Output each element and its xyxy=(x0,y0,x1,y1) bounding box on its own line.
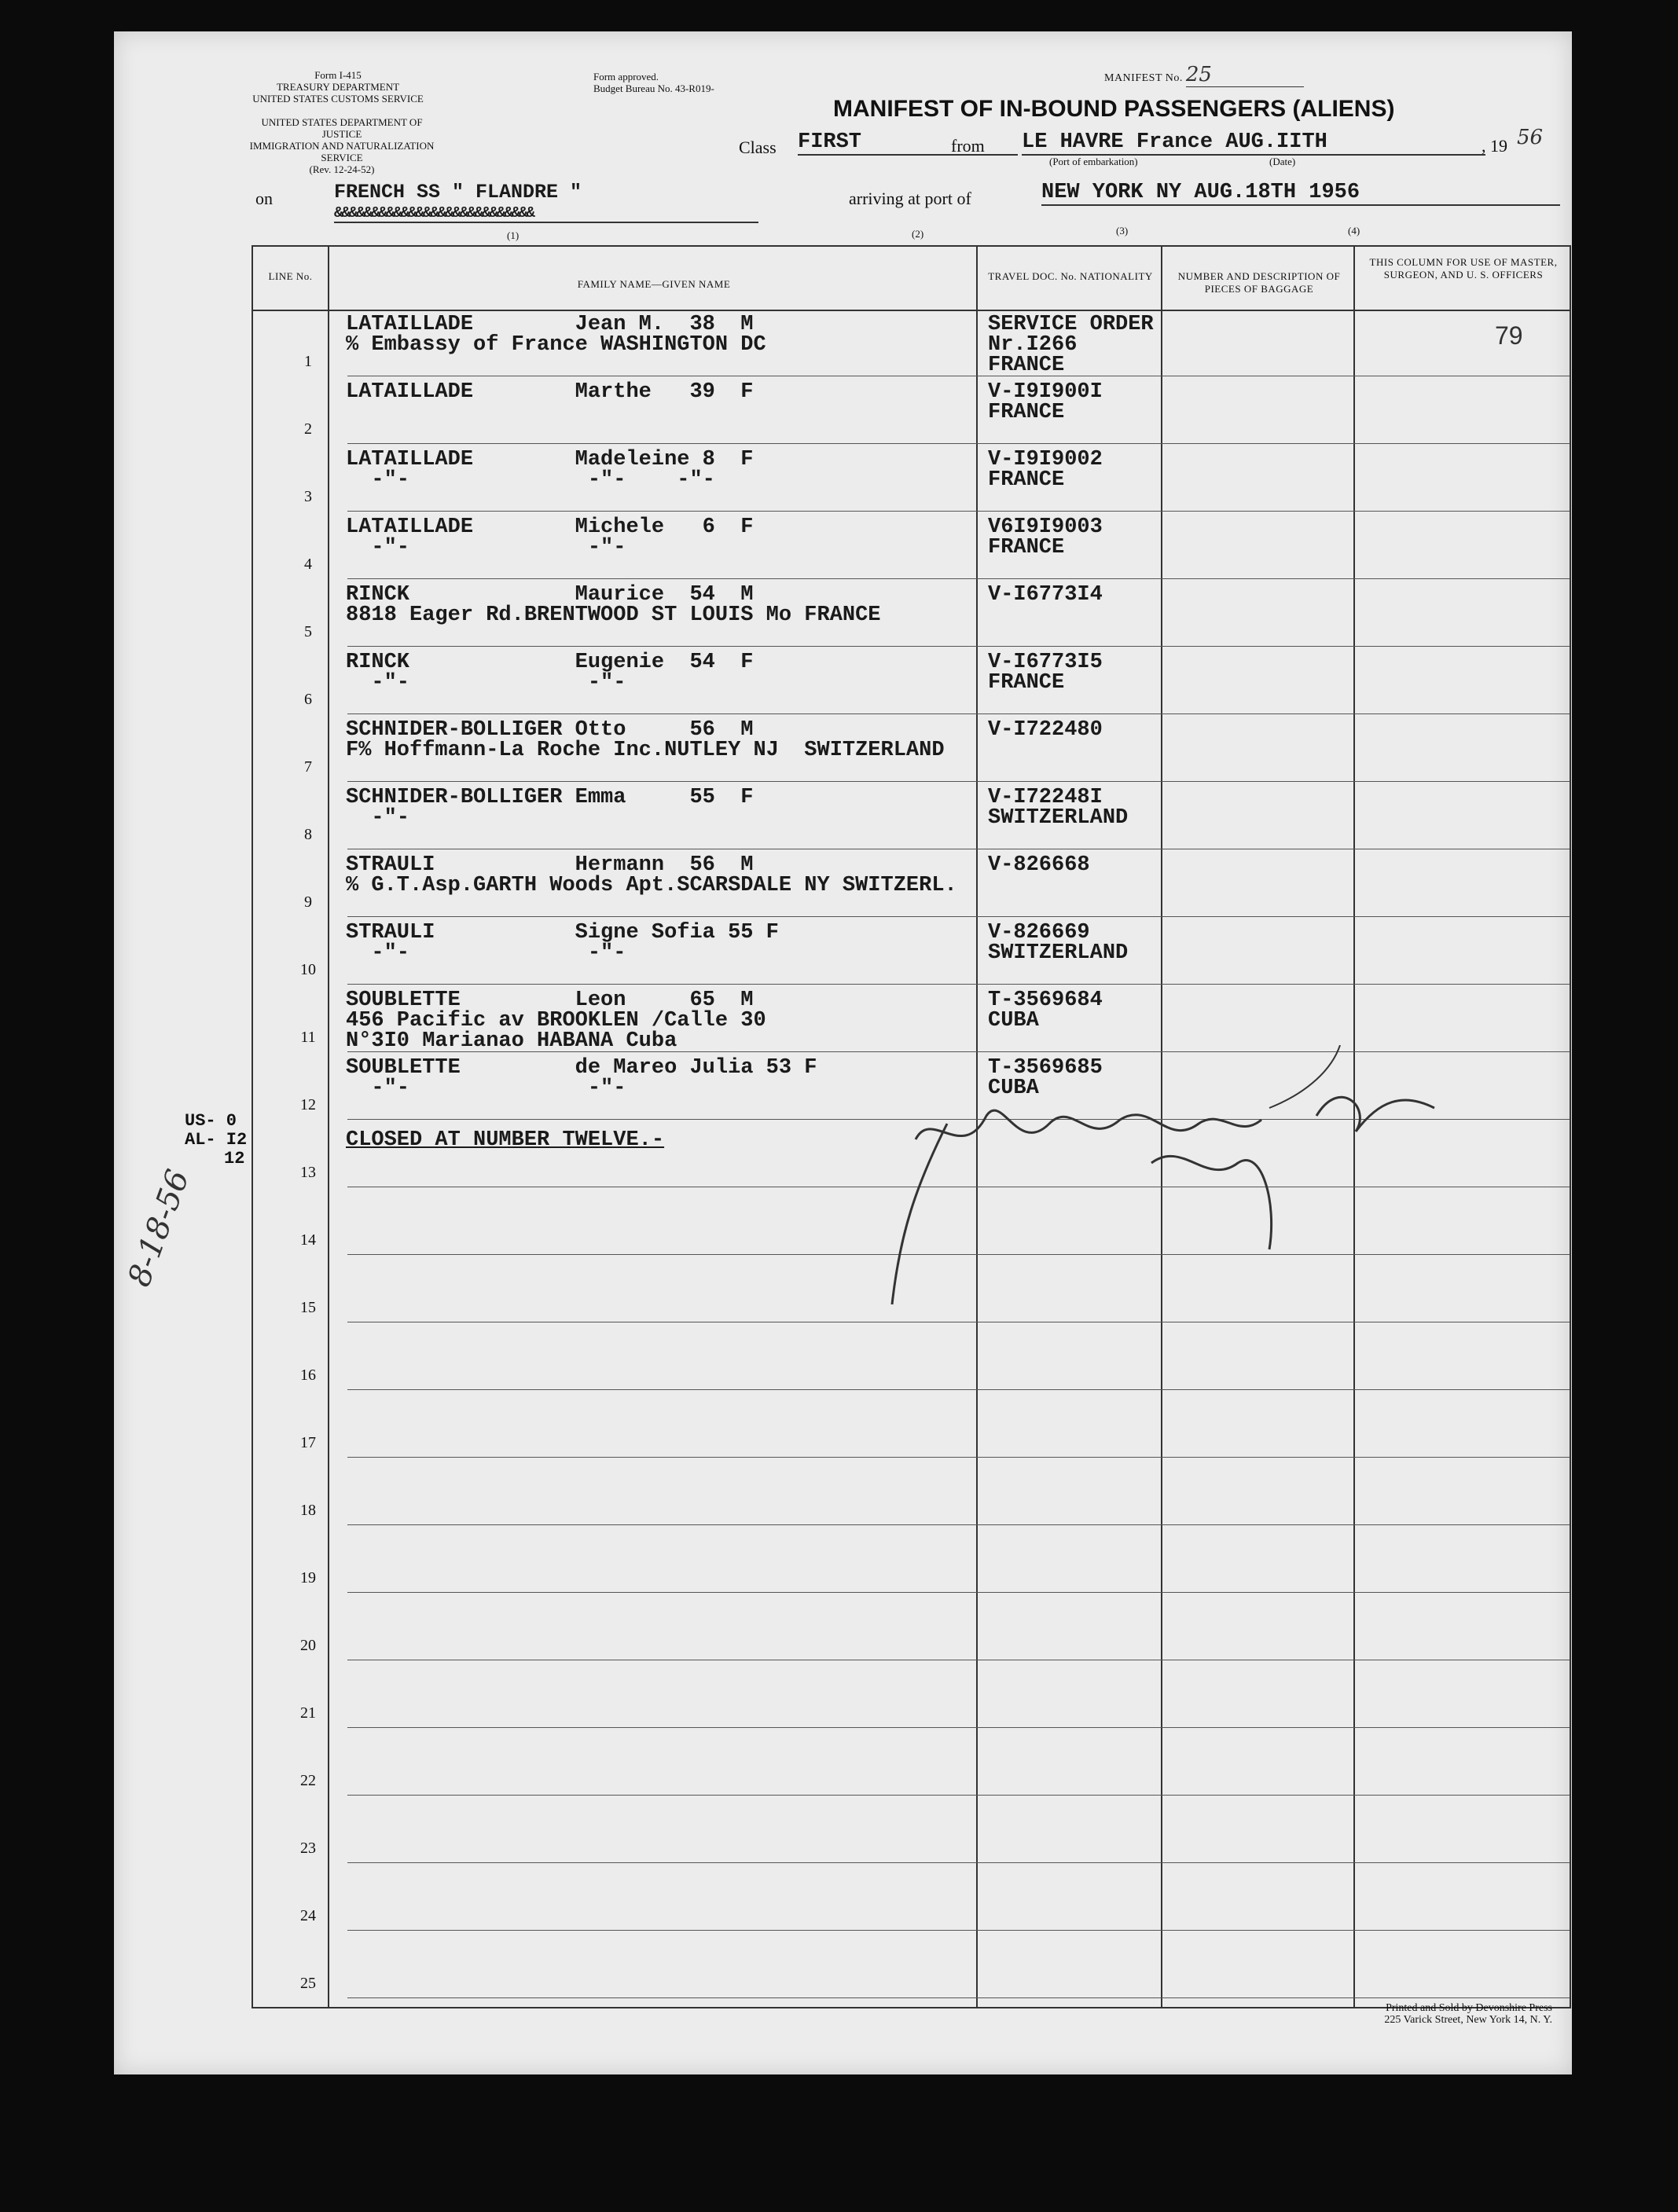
travel-doc: SERVICE ORDER xyxy=(988,313,1154,336)
travel-doc: T-3569684 xyxy=(988,989,1103,1012)
line-number: 11 xyxy=(300,1029,316,1046)
closing-statement: CLOSED AT NUMBER TWELVE.- xyxy=(346,1128,665,1152)
col-num-1: (1) xyxy=(507,229,520,241)
passenger-name: RINCK Eugenie 54 F xyxy=(346,651,754,674)
form-number: Form I-415 xyxy=(314,69,362,81)
line-number: 17 xyxy=(300,1434,316,1451)
nationality: FRANCE xyxy=(988,671,1065,695)
row-rule xyxy=(347,1862,1570,1863)
ins-label: IMMIGRATION AND NATURALIZATION SERVICE xyxy=(249,140,435,163)
passenger-name: LATAILLADE Michele 6 F xyxy=(346,515,754,539)
line-number: 23 xyxy=(300,1840,316,1857)
row-rule xyxy=(347,1389,1570,1390)
rev-label: (Rev. 12-24-52) xyxy=(309,163,375,175)
passenger-name: SOUBLETTE de Mareo Julia 53 F xyxy=(346,1056,817,1080)
col-num-4: (4) xyxy=(1348,225,1360,237)
manifest-page xyxy=(114,31,1572,2074)
travel-doc: V-I72248I xyxy=(988,786,1103,809)
officer-signature xyxy=(868,1045,1482,1320)
date-caption: (Date) xyxy=(1269,156,1296,167)
budget-label: Budget Bureau No. 43-R019- xyxy=(593,83,714,94)
passenger-detail: 8818 Eager Rd.BRENTWOOD ST LOUIS Mo FRANCE xyxy=(346,603,881,627)
col-name-header: FAMILY NAME—GIVEN NAME xyxy=(577,278,731,290)
passenger-detail: -"- -"- xyxy=(346,671,626,695)
line-number: 19 xyxy=(300,1569,316,1587)
passenger-detail: F% Hoffmann-La Roche Inc.NUTLEY NJ SWITZERLAND xyxy=(346,739,945,762)
passenger-detail: -"- -"- xyxy=(346,536,626,559)
treasury-label: TREASURY DEPARTMENT xyxy=(276,81,400,93)
stamp-line-1: US- 0 xyxy=(185,1111,237,1131)
passenger-name: SCHNIDER-BOLLIGER Otto 56 M xyxy=(346,718,754,742)
line-number: 8 xyxy=(304,826,312,843)
manifest-number: 25 xyxy=(1186,63,1304,87)
justice-block xyxy=(248,116,436,175)
row-rule xyxy=(347,443,1570,444)
passenger-name: SOUBLETTE Leon 65 M xyxy=(346,989,754,1012)
row-rule xyxy=(347,511,1570,512)
row-rule xyxy=(347,578,1570,579)
col-officers-header: THIS COLUMN FOR USE OF MASTER, SURGEON, AND U. S. OFFICERS xyxy=(1369,256,1558,281)
nationality: FRANCE xyxy=(988,401,1065,424)
class-label: Class xyxy=(739,138,777,157)
row-rule xyxy=(347,1727,1570,1728)
row-rule xyxy=(347,1457,1570,1458)
approval-block xyxy=(593,71,714,94)
passenger-name: SCHNIDER-BOLLIGER Emma 55 F xyxy=(346,786,754,809)
approved-label: Form approved. xyxy=(593,71,659,83)
passenger-name: LATAILLADE Jean M. 38 M xyxy=(346,313,754,336)
passenger-detail: -"- -"- -"- xyxy=(346,468,715,492)
line-number: 3 xyxy=(304,488,312,505)
line-number: 12 xyxy=(300,1096,316,1113)
passenger-name: RINCK Maurice 54 M xyxy=(346,583,754,607)
travel-doc: V-I9I900I xyxy=(988,380,1103,404)
vessel-struck-out: &&&&&&&&&&&&&&&&&&&&&&&&&&& xyxy=(334,204,758,223)
row-rule xyxy=(347,781,1570,782)
on-label: on xyxy=(255,189,273,208)
line-number: 14 xyxy=(300,1231,316,1249)
line-number: 24 xyxy=(300,1907,316,1924)
stamp-line-3: 12 xyxy=(224,1149,245,1168)
manifest-label: MANIFEST No. xyxy=(1104,72,1183,84)
passenger-detail: -"- -"- xyxy=(346,1077,626,1100)
nationality: FRANCE xyxy=(988,468,1065,492)
col-doc-header: TRAVEL DOC. No. NATIONALITY xyxy=(988,270,1153,282)
travel-doc: V-I722480 xyxy=(988,718,1103,742)
officer-note: 79 xyxy=(1495,321,1523,350)
line-number: 20 xyxy=(300,1637,316,1654)
passenger-detail: 456 Pacific av BROOKLEN /Calle 30 xyxy=(346,1009,766,1033)
travel-doc: V-I9I9002 xyxy=(988,448,1103,471)
class-value: FIRST xyxy=(798,130,1018,156)
col-line-header: LINE No. xyxy=(268,270,313,282)
passenger-detail: % G.T.Asp.GARTH Woods Apt.SCARSDALE NY SWITZERL. xyxy=(346,874,957,897)
travel-doc: V-I6773I5 xyxy=(988,651,1103,674)
customs-label: UNITED STATES CUSTOMS SERVICE xyxy=(252,93,424,105)
row-rule xyxy=(347,713,1570,714)
row-rule xyxy=(347,646,1570,647)
passenger-detail-2: N°3I0 Marianao HABANA Cuba xyxy=(346,1029,677,1053)
travel-doc: V-826668 xyxy=(988,853,1090,877)
manifest-title: MANIFEST OF IN-BOUND PASSENGERS (ALIENS) xyxy=(833,96,1395,122)
printer-line-1: Printed and Sold by Devonshire Press xyxy=(1386,2002,1552,2014)
line-number: 10 xyxy=(300,961,316,978)
passenger-detail: % Embassy of France WASHINGTON DC xyxy=(346,333,766,357)
row-rule xyxy=(347,916,1570,917)
travel-doc: V-826669 xyxy=(988,921,1090,945)
line-number: 13 xyxy=(300,1164,316,1181)
passenger-detail: -"- xyxy=(346,806,410,830)
row-rule xyxy=(347,1997,1570,1998)
year-prefix: , 19 xyxy=(1482,136,1507,156)
line-number: 5 xyxy=(304,623,312,640)
travel-doc: V-I6773I4 xyxy=(988,583,1103,607)
nationality: FRANCE xyxy=(988,354,1065,377)
line-number: 18 xyxy=(300,1502,316,1519)
col-baggage-header: NUMBER AND DESCRIPTION OF PIECES OF BAGGAGE xyxy=(1177,270,1341,295)
from-label: from xyxy=(951,136,985,156)
col-num-3: (3) xyxy=(1116,225,1129,237)
manifest-number-block xyxy=(1104,63,1304,87)
margin-stamp xyxy=(185,1112,247,1168)
nationality: SWITZERLAND xyxy=(988,806,1129,830)
line-number: 4 xyxy=(304,556,312,573)
row-rule xyxy=(347,1592,1570,1593)
travel-doc: T-3569685 xyxy=(988,1056,1103,1080)
port-caption: (Port of embarkation) xyxy=(1049,156,1138,167)
row-rule xyxy=(347,1930,1570,1931)
passenger-detail: -"- -"- xyxy=(346,941,626,965)
passenger-name: LATAILLADE Marthe 39 F xyxy=(346,380,754,404)
line-number: 1 xyxy=(304,353,312,370)
nationality: FRANCE xyxy=(988,536,1065,559)
line-number: 9 xyxy=(304,893,312,911)
justice-label: UNITED STATES DEPARTMENT OF JUSTICE xyxy=(261,116,423,140)
line-number: 15 xyxy=(300,1299,316,1316)
nationality: SWITZERLAND xyxy=(988,941,1129,965)
line-number: 22 xyxy=(300,1772,316,1789)
margin-handwriting: 8-18-56 xyxy=(121,1165,197,1292)
printer-footer xyxy=(1214,2002,1552,2026)
line-number: 25 xyxy=(300,1975,316,1992)
arrival-value: NEW YORK NY AUG.18TH 1956 xyxy=(1041,181,1560,206)
travel-doc: V6I9I9003 xyxy=(988,515,1103,539)
line-number: 6 xyxy=(304,691,312,708)
row-rule xyxy=(347,984,1570,985)
line-number: 16 xyxy=(300,1366,316,1384)
passenger-name: STRAULI Hermann 56 M xyxy=(346,853,754,877)
passenger-name: LATAILLADE Madeleine 8 F xyxy=(346,448,754,471)
year-value: 56 xyxy=(1517,126,1544,149)
nationality: CUBA xyxy=(988,1077,1039,1100)
vessel-name: FRENCH SS " FLANDRE " xyxy=(334,181,582,204)
nationality: CUBA xyxy=(988,1009,1039,1033)
line-number: 21 xyxy=(300,1704,316,1722)
row-rule xyxy=(347,1795,1570,1796)
col-num-2: (2) xyxy=(912,228,924,240)
from-value: LE HAVRE France AUG.IITH xyxy=(1022,130,1485,156)
row-rule xyxy=(347,1524,1570,1525)
arriving-label: arriving at port of xyxy=(849,189,971,208)
line-number: 7 xyxy=(304,758,312,776)
nationality: Nr.I266 xyxy=(988,333,1078,357)
passenger-name: STRAULI Signe Sofia 55 F xyxy=(346,921,779,945)
stamp-line-2: AL- I2 xyxy=(185,1130,248,1150)
line-number: 2 xyxy=(304,420,312,438)
printer-line-2: 225 Varick Street, New York 14, N. Y. xyxy=(1384,2014,1552,2026)
form-block xyxy=(244,69,432,105)
